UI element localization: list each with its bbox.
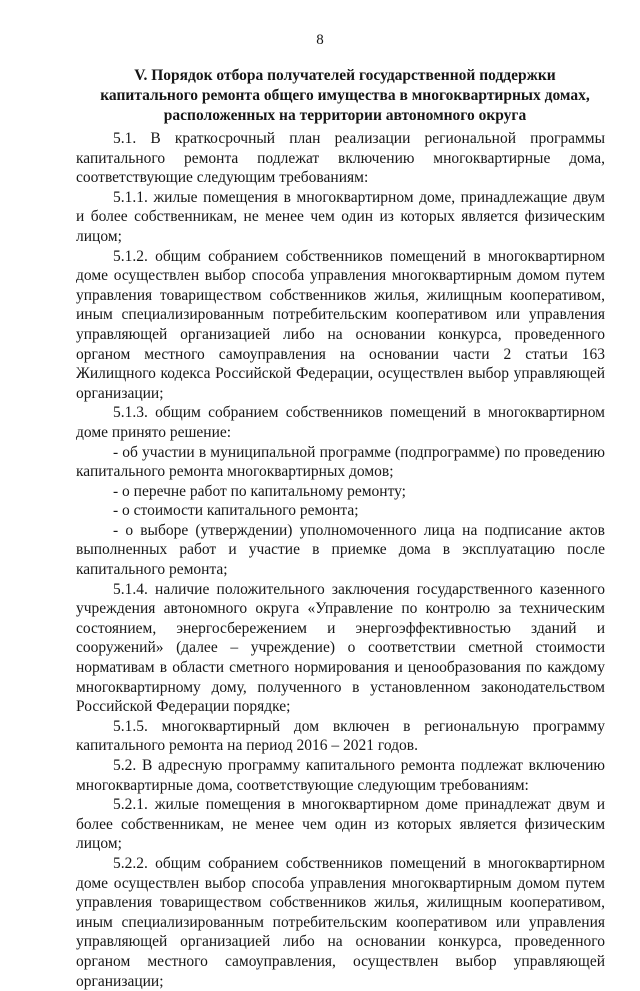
paragraph-5-1-4: 5.1.4. наличие положительного заключения государственного казенного учреждения автономного округа «Управление по контролю за техническим состоянием, энергосбережением и энергоэффективностью зданий и сооружений» (далее – учреждение) о соответствии сметной стоимости нормативам в области сметного нормирования и ценообразования по каждому многоквартирному дому, полученного в установленном законодательством Российской Федерации порядке;: [76, 580, 605, 716]
list-item-participation: - об участии в муниципальной программе (подпрограмме) по проведению капитального ремонта многоквартирных домов;: [76, 443, 605, 481]
paragraph-5-1: 5.1. В краткосрочный план реализации региональной программы капитального ремонта подлежат включению многоквартирные дома, соответствующие следующим требованиям:: [76, 130, 605, 187]
paragraph-5-2-1: 5.2.1. жилые помещения в многоквартирном доме принадлежат двум и более собственникам, не менее чем один из которых является физическим лицом;: [76, 796, 605, 853]
paragraph-5-2-2: 5.2.2. общим собранием собственников помещений в многоквартирном доме осуществлен выбор способа управления многоквартирным домом путем управления товариществом собственников жилья, жилищным кооперативом, иным специализированным потребительским кооперативом или управления управляющей организацией либо на основании конкурса, проведенного органом местного самоуправления, осуществлен выбор управляющей организации;: [76, 854, 605, 990]
list-item-authorized-person: - о выборе (утверждении) уполномоченного лица на подписание актов выполненных работ и участие в приемке дома в эксплуатацию после капитального ремонта;: [76, 521, 605, 579]
page-number: 8: [316, 32, 324, 48]
list-item-work-list: - о перечне работ по капитальному ремонту;: [113, 482, 406, 500]
paragraph-5-1-5: 5.1.5. многоквартирный дом включен в региональную программу капитального ремонта на период 2016 – 2021 годов.: [76, 717, 605, 755]
paragraph-5-1-1: 5.1.1. жилые помещения в многоквартирном доме, принадлежащие двум и более собственникам, не менее чем один из которых является физическим лицом;: [76, 188, 605, 245]
paragraph-5-2: 5.2. В адресную программу капитального ремонта подлежат включению многоквартирные дома, соответствующие следующим требованиям:: [76, 757, 605, 794]
paragraph-5-1-2: 5.1.2. общим собранием собственников помещений в многоквартирном доме осуществлен выбор способа управления многоквартирным домом путем управления товариществом собственников жилья, жилищным кооперативом, иным специализированным потребительским кооперативом или управления управляющей организацией либо на основании конкурса, проведенного органом местного самоуправления на основании части 2 статьи 163 Жилищного кодекса Российской Федерации, осуществлен выбор управляющей организации;: [76, 247, 605, 402]
section-title: V. Порядок отбора получателей государственной поддержки капитального ремонта общего имущества в многоквартирных домах, расположенных на территории автономного округа: [100, 67, 590, 124]
paragraph-5-1-3: 5.1.3. общим собранием собственников помещений в многоквартирном доме принято решение:: [76, 404, 605, 441]
list-item-cost: - о стоимости капитального ремонта;: [113, 502, 359, 520]
document-body: [76, 129, 605, 991]
